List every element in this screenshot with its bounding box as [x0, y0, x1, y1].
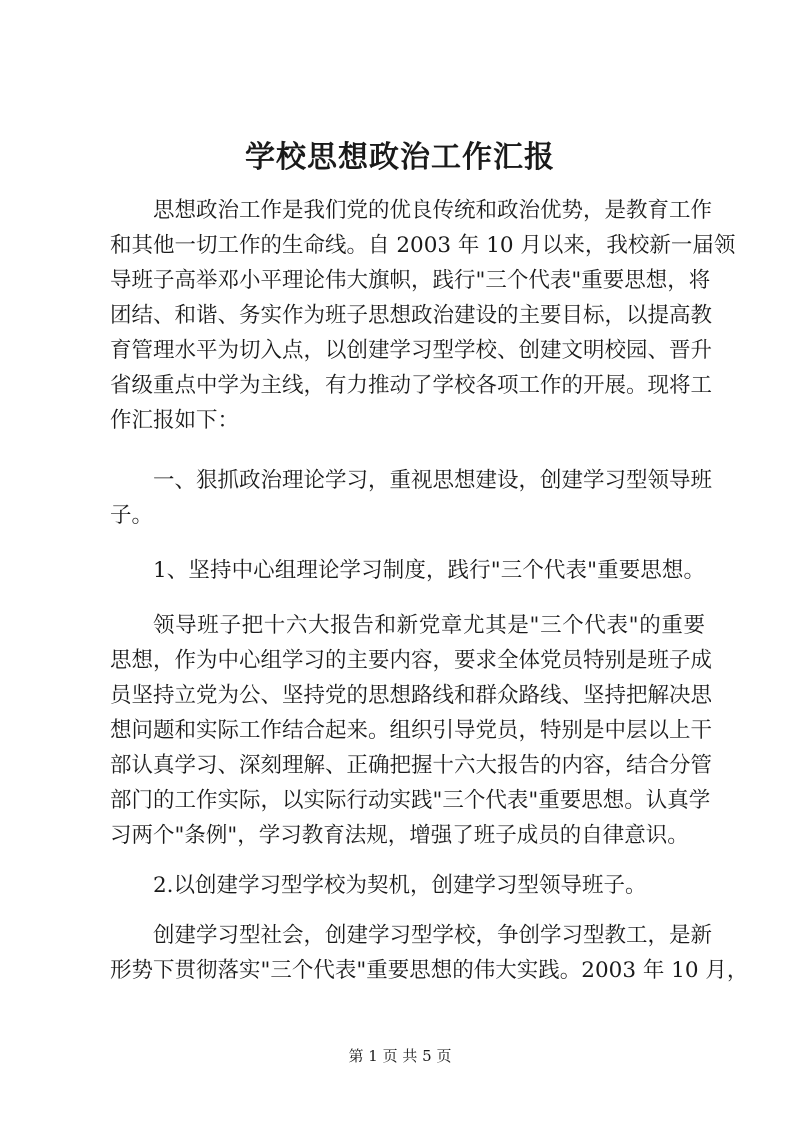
body-line: 创建学习型社会，创建学习型学校，争创学习型教工，是新	[153, 923, 713, 948]
body-line: 团结、和谐、务实作为班子思想政治建设的主要目标，以提高教	[110, 303, 713, 328]
body-line: 想问题和实际工作结合起来。组织引导党员，特别是中层以上干	[110, 718, 713, 743]
body-line: 育管理水平为切入点，以创建学习型学校、创建文明校园、晋升	[110, 338, 713, 363]
subsection-heading: 2.以创建学习型学校为契机，创建学习型领导班子。	[153, 873, 647, 898]
body-line: 省级重点中学为主线，有力推动了学校各项工作的开展。现将工	[110, 373, 713, 398]
body-line: 作汇报如下：	[110, 408, 240, 433]
body-line: 导班子高举邓小平理论伟大旗帜，践行"三个代表"重要思想，将	[110, 268, 711, 293]
page-number-footer: 第 1 页 共 5 页	[348, 1047, 452, 1065]
section-heading-line: 子。	[110, 503, 154, 528]
body-line: 员坚持立党为公、坚持党的思想路线和群众路线、坚持把解决思	[110, 683, 713, 708]
subsection-heading: 1、坚持中心组理论学习制度，践行"三个代表"重要思想。	[153, 558, 705, 583]
body-line: 部认真学习、深刻理解、正确把握十六大报告的内容，结合分管	[110, 753, 713, 778]
body-line: 和其他一切工作的生命线。自 2003 年 10 月以来，我校新一届领	[110, 233, 736, 258]
body-line: 思想，作为中心组学习的主要内容，要求全体党员特别是班子成	[110, 648, 713, 673]
body-line: 思想政治工作是我们党的优良传统和政治优势，是教育工作	[153, 198, 713, 223]
body-line: 形势下贯彻落实"三个代表"重要思想的伟大实践。2003 年 10 月，	[110, 958, 749, 983]
body-line: 部门的工作实际，以实际行动实践"三个代表"重要思想。认真学	[110, 788, 711, 813]
body-line: 领导班子把十六大报告和新党章尤其是"三个代表"的重要	[153, 613, 705, 638]
document-title: 学校思想政治工作汇报	[245, 140, 555, 175]
body-line: 习两个"条例"，学习教育法规，增强了班子成员的自律意识。	[110, 823, 689, 848]
section-heading-line: 一、狠抓政治理论学习，重视思想建设，创建学习型领导班	[153, 468, 713, 493]
